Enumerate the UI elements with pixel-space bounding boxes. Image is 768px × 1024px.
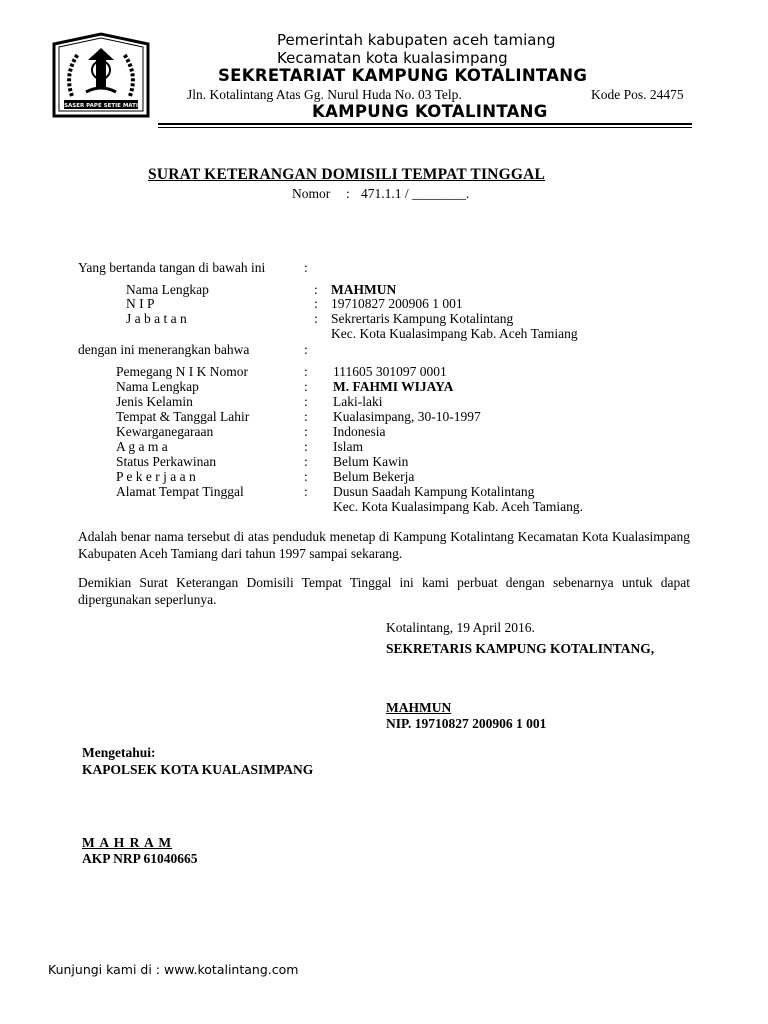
subject-label-religion: A g a m a: [116, 439, 168, 454]
signature-place-date: Kotalintang, 19 April 2016.: [386, 620, 535, 635]
document-title: SURAT KETERANGAN DOMISILI TEMPAT TINGGAL: [148, 166, 546, 183]
header-line-2: Kecamatan kota kualasimpang: [277, 49, 508, 67]
signature-nip: NIP. 19710827 200906 1 001: [386, 716, 547, 731]
subject-value-religion: Islam: [333, 439, 363, 454]
signatory-label-nip: N I P: [126, 296, 155, 311]
acknowledge-position: KAPOLSEK KOTA KUALASIMPANG: [82, 762, 314, 777]
header-line-4: KAMPUNG KOTALINTANG: [312, 102, 548, 121]
subject-value-address: Dusun Saadah Kampung Kotalintang: [333, 484, 535, 499]
subject-value-marital: Belum Kawin: [333, 454, 409, 469]
subject-colon-marital: :: [304, 454, 308, 469]
subject-intro: dengan ini menerangkan bahwa: [78, 342, 250, 357]
signatory-label-name: Nama Lengkap: [126, 282, 209, 297]
subject-value-gender: Laki-laki: [333, 394, 383, 409]
statement-paragraph: Adalah benar nama tersebut di atas penduduk menetap di Kampung Kotalintang Kecamatan Kota Kualasimpang Kabupaten Aceh Tamiang dari tahun 1997 sampai sekarang.: [78, 529, 690, 561]
subject-label-gender: Jenis Kelamin: [116, 394, 193, 409]
logo-motto: SASER PAPE SETIE MATI: [64, 103, 138, 109]
subject-colon-nik: :: [304, 364, 308, 379]
emblem-icon: [50, 30, 152, 120]
acknowledge-name: M A H R A M: [82, 835, 173, 850]
signatory-value-position: Sekrertaris Kampung Kotalintang: [331, 311, 514, 326]
subject-colon-gender: :: [304, 394, 308, 409]
signatory-label-position: J a b a t a n: [126, 311, 187, 326]
acknowledge-nrp: AKP NRP 61040665: [82, 851, 198, 866]
subject-colon-occupation: :: [304, 469, 308, 484]
footer-website: Kunjungi kami di : www.kotalintang.com: [48, 962, 299, 977]
signatory-intro: Yang bertanda tangan di bawah ini: [78, 260, 266, 275]
header-postal-code: Kode Pos. 24475: [591, 87, 684, 102]
subject-value-occupation: Belum Bekerja: [333, 469, 415, 484]
document-number-label: Nomor: [292, 186, 331, 201]
signature-name: MAHMUN: [386, 700, 452, 715]
header-divider-thick: [158, 123, 692, 125]
subject-value-citizenship: Indonesia: [333, 424, 386, 439]
village-emblem-logo: [50, 30, 152, 120]
subject-label-marital: Status Perkawinan: [116, 454, 217, 469]
subject-label-address: Alamat Tempat Tinggal: [116, 484, 244, 499]
subject-label-birth: Tempat & Tanggal Lahir: [116, 409, 250, 424]
subject-intro-colon: :: [304, 342, 308, 357]
subject-colon-name: :: [304, 379, 308, 394]
subject-colon-address: :: [304, 484, 308, 499]
subject-value-address-line2: Kec. Kota Kualasimpang Kab. Aceh Tamiang.: [333, 499, 583, 514]
subject-value-name: M. FAHMI WIJAYA: [333, 379, 454, 394]
header-address: Jln. Kotalintang Atas Gg. Nurul Huda No. 03 Telp.: [187, 87, 462, 102]
signature-position: SEKRETARIS KAMPUNG KOTALINTANG,: [386, 641, 655, 656]
closing-paragraph: Demikian Surat Keterangan Domisili Tempat Tinggal ini kami perbuat dengan sebenarnya untuk dapat dipergunakan seperlunya.: [78, 575, 690, 607]
subject-colon-citizenship: :: [304, 424, 308, 439]
header-divider-thin: [158, 127, 692, 128]
subject-value-nik: 111605 301097 0001: [333, 364, 447, 379]
signatory-colon-nip: :: [314, 296, 318, 311]
signatory-colon-name: :: [314, 282, 318, 297]
signatory-colon-position: :: [314, 311, 318, 326]
signatory-value-nip: 19710827 200906 1 001: [331, 296, 463, 311]
subject-label-citizenship: Kewarganegaraan: [116, 424, 214, 439]
signatory-value-name: MAHMUN: [331, 282, 397, 297]
signatory-intro-colon: :: [304, 260, 308, 275]
header-line-3: SEKRETARIAT KAMPUNG KOTALINTANG: [218, 66, 588, 85]
subject-label-nik: Pemegang N I K Nomor: [116, 364, 248, 379]
subject-colon-religion: :: [304, 439, 308, 454]
signatory-value-position-line2: Kec. Kota Kualasimpang Kab. Aceh Tamiang: [331, 326, 578, 341]
acknowledge-label: Mengetahui:: [82, 745, 156, 760]
subject-colon-birth: :: [304, 409, 308, 424]
subject-label-occupation: P e k e r j a a n: [116, 469, 196, 484]
subject-label-name: Nama Lengkap: [116, 379, 199, 394]
header-line-1: Pemerintah kabupaten aceh tamiang: [277, 31, 556, 49]
document-number-value: 471.1.1 / ________.: [361, 186, 470, 201]
subject-value-birth: Kualasimpang, 30-10-1997: [333, 409, 481, 424]
document-number-colon: :: [346, 186, 350, 201]
